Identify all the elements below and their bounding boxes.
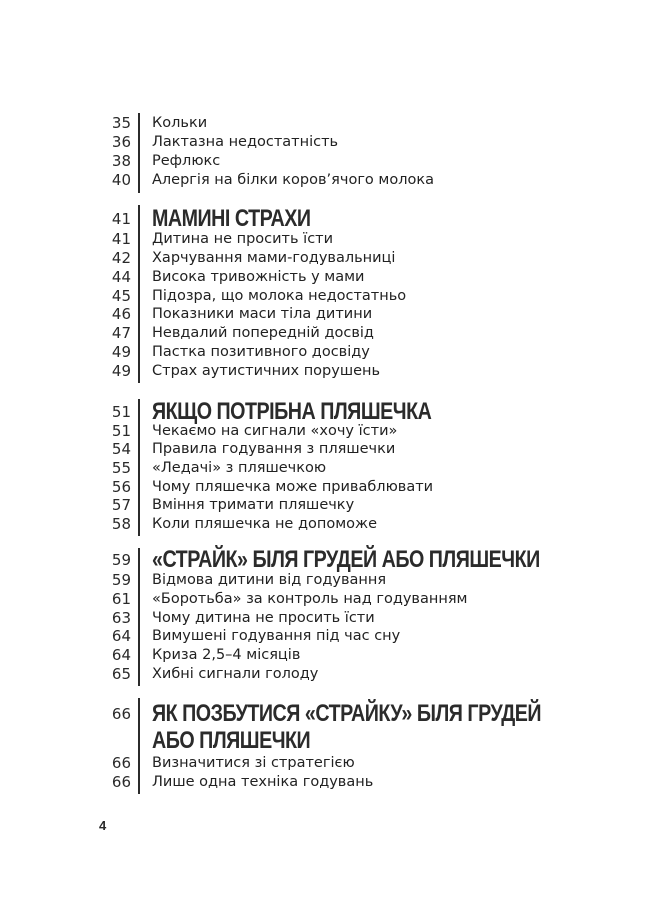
toc-entry-title: Висока тривожність у мами bbox=[152, 269, 365, 285]
toc-entry-title: Показники маси тіла дитини bbox=[152, 306, 373, 322]
toc-entry-title: Відмова дитини від годування bbox=[152, 572, 387, 588]
toc-page-number: 49 bbox=[111, 362, 131, 380]
divider-line bbox=[138, 205, 140, 383]
toc-page-number: 47 bbox=[111, 324, 131, 342]
divider-line bbox=[138, 698, 140, 794]
divider-line bbox=[138, 113, 140, 193]
section-title: МАМИНІ СТРАХИ bbox=[152, 205, 311, 232]
toc-entry-title: Лактазна недостатність bbox=[152, 134, 339, 150]
toc-entry-title: Харчування мами-годувальниці bbox=[152, 250, 396, 266]
toc-page-number: 36 bbox=[111, 133, 131, 151]
toc-page-number: 64 bbox=[111, 627, 131, 645]
toc-page-number: 66 bbox=[111, 754, 131, 772]
divider-line bbox=[138, 399, 140, 536]
toc-entry-title: Хибні сигнали голоду bbox=[152, 666, 319, 682]
toc-entry-title: Правила годування з пляшечки bbox=[152, 441, 396, 457]
toc-entry-title: Чекаємо на сигнали «хочу їсти» bbox=[152, 423, 398, 439]
toc-page-number: 41 bbox=[111, 210, 131, 228]
toc-page-number: 66 bbox=[111, 705, 131, 723]
toc-entry-title: Коли пляшечка не допоможе bbox=[152, 516, 377, 532]
toc-page-number: 54 bbox=[111, 440, 131, 458]
toc-page-number: 46 bbox=[111, 305, 131, 323]
divider-line bbox=[138, 548, 140, 686]
section-title: ЯКЩО ПОТРІБНА ПЛЯШЕЧКА bbox=[152, 398, 432, 425]
toc-entry-title: Вимушені годування під час сну bbox=[152, 628, 401, 644]
toc-page-number: 35 bbox=[111, 114, 131, 132]
toc-entry-title: Рефлюкс bbox=[152, 153, 221, 169]
page-number: 4 bbox=[99, 818, 107, 833]
toc-page-number: 63 bbox=[111, 609, 131, 627]
toc-entry-title: «Боротьба» за контроль над годуванням bbox=[152, 591, 468, 607]
toc-page-number: 51 bbox=[111, 422, 131, 440]
toc-entry-title: Вміння тримати пляшечку bbox=[152, 497, 355, 513]
toc-page-number: 45 bbox=[111, 287, 131, 305]
toc-entry-title: Чому дитина не просить їсти bbox=[152, 610, 375, 626]
toc-entry-title: «Ледачі» з пляшечкою bbox=[152, 460, 327, 476]
toc-entry-title: Алергія на білки коров’ячого молока bbox=[152, 172, 435, 188]
toc-page-number: 41 bbox=[111, 230, 131, 248]
toc-page-number: 40 bbox=[111, 171, 131, 189]
toc-entry-title: Дитина не просить їсти bbox=[152, 231, 334, 247]
toc-page-number: 49 bbox=[111, 343, 131, 361]
toc-entry-title: Страх аутистичних порушень bbox=[152, 363, 381, 379]
toc-entry-title: Пастка позитивного досвіду bbox=[152, 344, 370, 360]
toc-entry-title: Підозра, що молока недостатньо bbox=[152, 288, 407, 304]
toc-entry-title: Невдалий попередній досвід bbox=[152, 325, 374, 341]
toc-entry-title: Криза 2,5–4 місяців bbox=[152, 647, 301, 663]
toc-page-number: 66 bbox=[111, 773, 131, 791]
toc-page-number: 64 bbox=[111, 646, 131, 664]
toc-entry-title: Чому пляшечка може приваблювати bbox=[152, 479, 434, 495]
section-title: «СТРАЙК» БІЛЯ ГРУДЕЙ АБО ПЛЯШЕЧКИ bbox=[152, 546, 540, 573]
toc-page-number: 42 bbox=[111, 249, 131, 267]
toc-page-number: 59 bbox=[111, 551, 131, 569]
toc-page-number: 56 bbox=[111, 478, 131, 496]
toc-entry-title: Кольки bbox=[152, 115, 208, 131]
toc-page-number: 61 bbox=[111, 590, 131, 608]
toc-page-number: 58 bbox=[111, 515, 131, 533]
section-title: ЯК ПОЗБУТИСЯ «СТРАЙКУ» БІЛЯ ГРУДЕЙ bbox=[152, 700, 542, 727]
section-title-line2: АБО ПЛЯШЕЧКИ bbox=[152, 727, 311, 754]
toc-entry-title: Лише одна техніка годувань bbox=[152, 774, 374, 790]
toc-page-number: 65 bbox=[111, 665, 131, 683]
toc-page-number: 57 bbox=[111, 496, 131, 514]
toc-page-number: 55 bbox=[111, 459, 131, 477]
toc-page-number: 44 bbox=[111, 268, 131, 286]
toc-page-number: 51 bbox=[111, 403, 131, 421]
toc-page-number: 38 bbox=[111, 152, 131, 170]
toc-page-number: 59 bbox=[111, 571, 131, 589]
toc-entry-title: Визначитися зі стратегією bbox=[152, 755, 355, 771]
